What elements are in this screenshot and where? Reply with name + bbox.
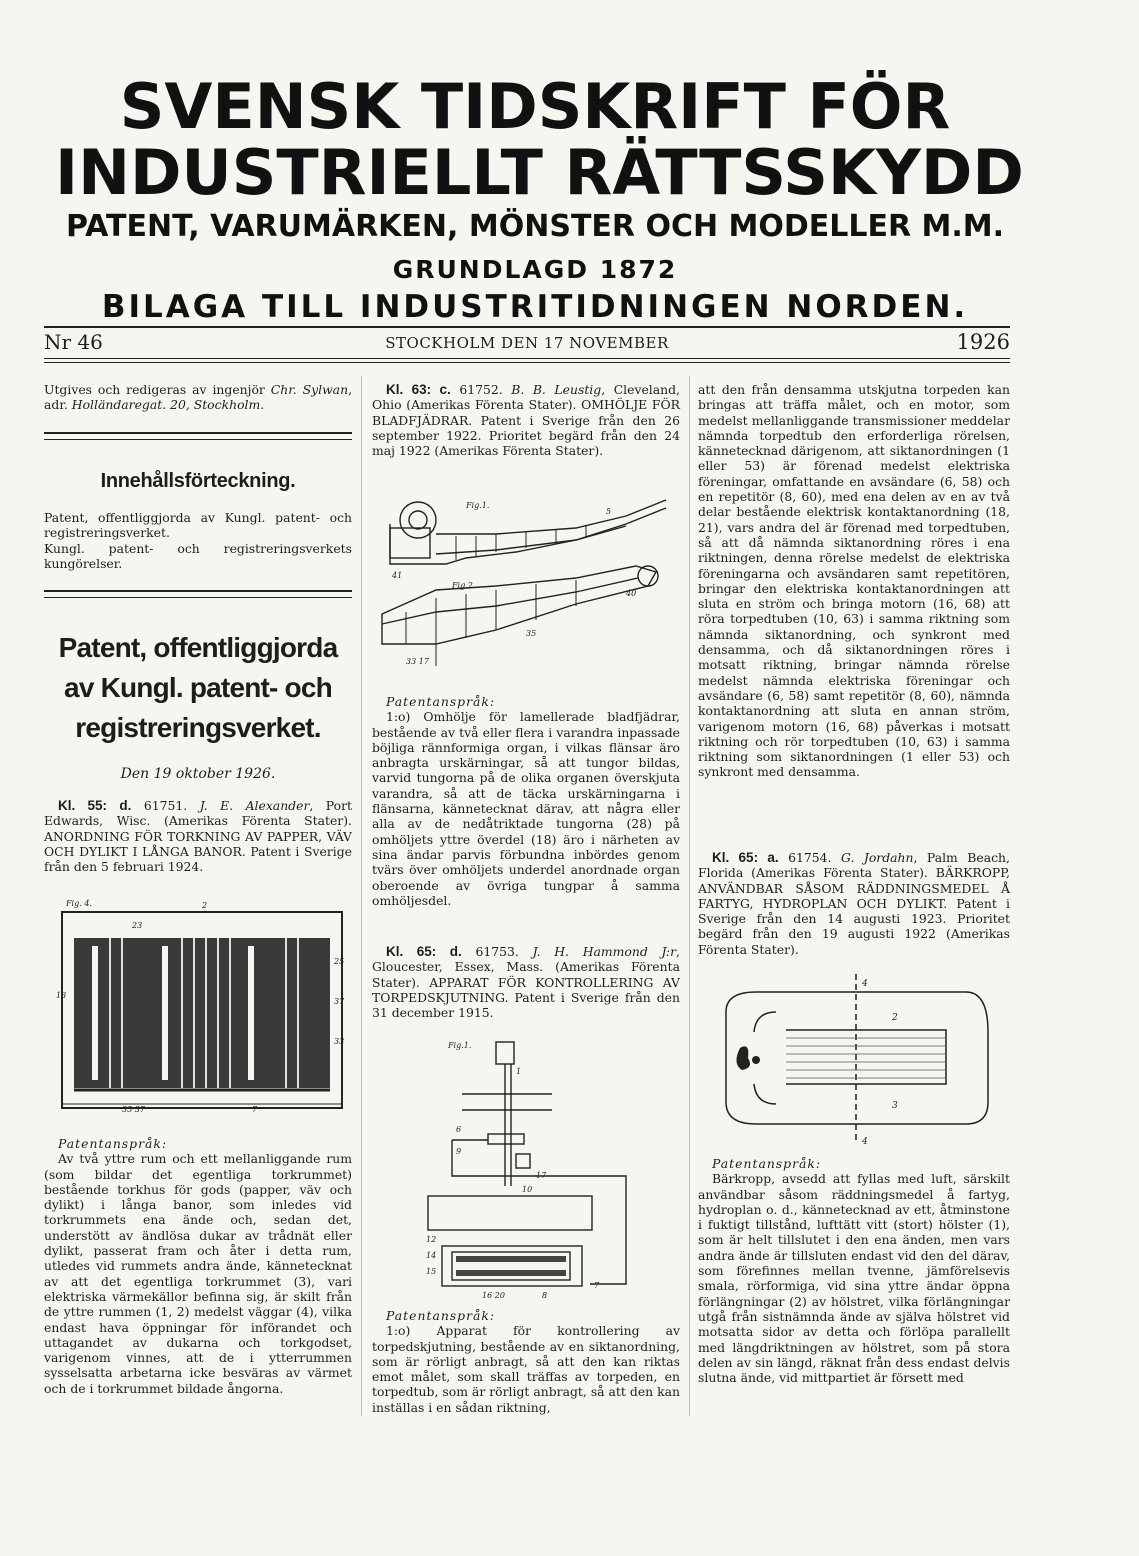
claims-label: Patentanspråk: xyxy=(386,1308,496,1323)
svg-text:35 37: 35 37 xyxy=(122,1105,145,1114)
patent-class: Kl. 65: a. xyxy=(712,850,779,865)
svg-text:12: 12 xyxy=(426,1235,437,1244)
svg-text:41: 41 xyxy=(392,571,403,580)
toc-list xyxy=(44,510,352,571)
svg-text:14: 14 xyxy=(426,1251,437,1260)
publisher-note: Utgives och redigeras av ingenjör Chr. Sylwan, adr. Holländaregat. 20, Stockholm. xyxy=(44,382,353,413)
svg-text:2: 2 xyxy=(892,1013,898,1023)
patent-class: Kl. 65: d. xyxy=(386,944,462,959)
patent-claims-61751 xyxy=(44,1136,352,1396)
masthead-founded: GRUNDLAGD 1872 xyxy=(392,255,678,284)
svg-text:40: 40 xyxy=(626,589,637,598)
claims-label: Patentanspråk: xyxy=(386,694,496,709)
svg-text:33 17: 33 17 xyxy=(406,657,429,666)
toc-title: Innehållsförteckning. xyxy=(100,470,296,492)
masthead-title-line2: INDUSTRIELLT RÄTTSSKYDD xyxy=(55,136,1024,209)
svg-text:16 20: 16 20 xyxy=(482,1291,505,1300)
figure-drying-apparatus xyxy=(52,894,352,1116)
svg-text:4: 4 xyxy=(862,979,868,989)
patent-number: 61753. xyxy=(475,944,519,959)
patent-claims-61753 xyxy=(372,1308,680,1415)
claims-label: Patentanspråk: xyxy=(712,1156,822,1171)
claim-text: 1:o) Omhölje för lamellerade bladfjädrar, bestående av två eller flera i varandra inpassade böjliga rännformiga organ, i vilkas flänsar äro anbragta urskärningar, så att tungor bildas, varvid tungorna på de olika organen överskjuta varandra, så att de täcka urskärningarna i flänsarna, kännetecknat därav, att några eller alla av de nedåtriktade tungorna (28) på omhöljets yttre överdel (18) äro i närheten av sina ändar parvis förbundna inbördes genom tvärs över omhöljets underdel anordnade organ oberoende av övriga tungpar å samma omhöljesdel. xyxy=(372,709,680,908)
figure-leaf-spring xyxy=(376,494,676,682)
toc-item: Patent, offentliggjorda av Kungl. patent- och registreringsverket. xyxy=(44,510,352,541)
figure-torpedo-control xyxy=(412,1036,644,1304)
claim-text: Bärkropp, avsedd att fyllas med luft, särskilt användbar såsom räddningsmedel å fartyg, hydroplan o. d., kännetecknad av ett, åtminstone i fuktigt tillstånd, lufttätt vitt (stort) hölster (1), som är helt tillslutet i den ena änden, men vars andra ände är tillsluten endast vid den del därav, som förefinnes mellan tvenne, jämförelsevis smala, rörformiga, vid sina yttre ändar öppna förlängningar (2) av hölstret, vilka förlängningar utgå från sistnämnda ände av själva hölstret vid motsatta sidor av detta och förlöpa parallellt med längdriktningen av hölstret, som på stora delen av sin längd, räknat från dess endast delvis slutna ände, vid mittpartiet är försett med xyxy=(698,1171,1010,1386)
patent-text: , Palm Beach, Florida (Amerikas Förenta Stater). BÄRKROPP, ANVÄNDBAR SÅSOM RÄDDNINGSMEDEL Å FARTYG, HYDROPLAN OCH DYLIKT. Patent i Sverige från den 14 augusti 1923. Prioritet begärd från den 19 augusti 1922 (Amerikas Förenta Stater). xyxy=(698,850,1010,957)
editor-address: Holländaregat. 20, Stockholm. xyxy=(71,397,265,413)
claim-text-continued: att den från densamma utskjutna torpeden kan bringas att träffa målet, och en motor, som medelst mellanliggande transmissioner meddelar nämnda torpedtub den erforderliga rörelsen, kännetecknad därigenom, att siktanordningen (1 eller 53) är förenad medelst elektriska föreningar, omfattande en avsändare (6, 58) och en repetitör (8, 60), med ena delen av en av två delar bestående elektrisk kontaktanordning (18, 21), vars andra del är förenad med torpedtuben, så att då nämnda siktanordning röres i ena riktningen, denna rörelse medelst de elektriska föreningarna och avsändaren samt repetitören, bringar den elektriska kontaktanordningen att sluta en ström och bringa motorn (16, 68) att röra torpedtuben (10, 63) i samma riktning som nämnda siktanordning, och synkront med densamma, och då siktanordningen röres i motsatt riktning, bringar nämnda rörelse medelst nämnda elektriska föreningar och avsändare (6, 58) samt repetitör (8, 60), nämnda kontaktanordning att sluta en annan ström, varigenom motorn (16, 68) påverkas i motsatt riktning och rör torpedtuben (10, 63) i samma riktning som siktanordningen (1 eller 53) och synkront med densamma. xyxy=(698,382,1010,780)
toc-item: Kungl. patent- och registreringsverkets kungörelser. xyxy=(44,540,352,571)
editor-name: Chr. Sylwan xyxy=(270,382,349,397)
patent-inventor: G. Jordahn xyxy=(840,850,914,865)
figure-label: Fig.2. xyxy=(452,581,476,590)
svg-text:5: 5 xyxy=(606,507,612,516)
svg-text:4: 4 xyxy=(862,1137,868,1147)
svg-text:10: 10 xyxy=(522,1185,533,1194)
patent-claims-61752 xyxy=(372,694,680,908)
svg-text:1: 1 xyxy=(516,1067,522,1076)
column-divider-1 xyxy=(361,376,362,1416)
svg-text:13: 13 xyxy=(56,991,67,1000)
divider-double-1 xyxy=(44,432,352,440)
issue-rule-a xyxy=(44,358,1010,359)
patent-entry-61753 xyxy=(372,944,680,1020)
patent-number: 61754. xyxy=(788,850,832,865)
svg-text:23: 23 xyxy=(132,921,143,930)
svg-text:17: 17 xyxy=(536,1171,547,1180)
svg-text:8: 8 xyxy=(542,1291,548,1300)
patent-number: 61752. xyxy=(459,382,503,397)
patent-claims-61754 xyxy=(698,1156,1010,1385)
svg-text:3: 3 xyxy=(892,1101,898,1111)
patent-number: 61751. xyxy=(143,798,188,813)
divider-double-2 xyxy=(44,590,352,598)
masthead-title-line1: SVENSK TIDSKRIFT FÖR xyxy=(119,70,951,143)
patent-claims-61753-continued xyxy=(698,382,1010,780)
issue-place-date: STOCKHOLM DEN 17 NOVEMBER xyxy=(385,334,669,352)
figure-label: Fig.1. xyxy=(466,501,490,510)
top-rule xyxy=(44,326,1010,328)
patent-text: , Gloucester, Essex, Mass. (Amerikas Förenta Stater). APPARAT FÖR KONTROLLERING AV TORPEDSKJUTNING. Patent i Sverige från den 31 december 1915. xyxy=(372,944,680,1021)
claim-text: 1:o) Apparat för kontrollering av torpedskjutning, bestående av en siktanordning, som är rörligt anbragt, så att den kan riktas emot målet, som skall träffas av torpeden, en torpedtub, som är rörligt anbragt, så att den kan inställas i en sådan riktning, xyxy=(372,1323,680,1415)
svg-text:9: 9 xyxy=(456,1147,462,1156)
svg-text:15: 15 xyxy=(426,1267,437,1276)
issue-year: 1926 xyxy=(956,330,1010,354)
column-divider-2 xyxy=(689,376,690,1416)
patent-class: Kl. 55: d. xyxy=(58,798,132,813)
issue-number: Nr 46 xyxy=(44,330,103,354)
section-heading: Patent, offentliggjorda av Kungl. patent- och registreringsverket. xyxy=(58,632,338,743)
svg-text:7: 7 xyxy=(594,1281,600,1290)
claims-label: Patentanspråk: xyxy=(58,1136,168,1151)
svg-text:37: 37 xyxy=(334,997,345,1006)
figure-label: Fig.1. xyxy=(448,1041,472,1050)
masthead-supplement: BILAGA TILL INDUSTRITIDNINGEN NORDEN. xyxy=(101,289,969,325)
issue-row xyxy=(44,330,1010,354)
patent-inventor: J. H. Hammond J:r xyxy=(532,944,677,959)
figure-buoyancy-body xyxy=(716,972,1006,1148)
claim-text: Av två yttre rum och ett mellanliggande rum (som bildar det egentliga torkrummet) bestående torkhus för gods (papper, väv och dylikt) i långa banor, som inledes vid torkrummets ena ände och, sedan det, understött av ändlösa dukar av trådnät eller dylikt, passerat fram och åter i detta rum, utledes vid rummets andra ände, kännetecknat av att det egentliga torkrummet (3), vari elektriska värmekällor befinna sig, är skilt från de yttre rummen (1, 2) medelst väggar (4), vilka endast hava öppningar för införandet och uttagandet av dukarna och torkgodset, varigenom vinnes, att de i ytterrummen sysselsatta arbetarna icke besväras av värmet och de i torkrummet bildade ångorna. xyxy=(44,1151,352,1396)
patent-entry-61751 xyxy=(44,798,352,874)
svg-text:7: 7 xyxy=(252,1105,258,1114)
patent-inventor: J. E. Alexander xyxy=(199,798,310,813)
svg-text:25: 25 xyxy=(334,957,345,966)
svg-text:2: 2 xyxy=(202,901,208,910)
patent-entry-61752 xyxy=(372,382,680,458)
patent-text: , Cleveland, Ohio (Amerikas Förenta Stater). OMHÖLJE FÖR BLADFJÄDRAR. Patent i Sverige från den 26 september 1922. Prioritet begärd från den 24 maj 1922 (Amerikas Förenta Stater). xyxy=(372,382,680,459)
section-date: Den 19 oktober 1926. xyxy=(120,766,276,782)
patent-entry-61754 xyxy=(698,850,1010,957)
masthead-subtitle: PATENT, VARUMÄRKEN, MÖNSTER OCH MODELLER M.M. xyxy=(65,209,1005,244)
patent-class: Kl. 63: c. xyxy=(386,382,451,397)
svg-text:6: 6 xyxy=(456,1125,462,1134)
issue-rule-b xyxy=(44,362,1010,363)
svg-text:35: 35 xyxy=(526,629,537,638)
patent-text: , Port Edwards, Wisc. (Amerikas Förenta Stater). ANORDNING FÖR TORKNING AV PAPPER, VÄV OCH DYLIKT I LÅNGA BANOR. Patent i Sverige från den 5 februari 1924. xyxy=(44,798,352,875)
figure-label: Fig. 4. xyxy=(66,899,92,908)
patent-inventor: B. B. Leustig xyxy=(511,382,602,397)
svg-text:33: 33 xyxy=(334,1037,345,1046)
